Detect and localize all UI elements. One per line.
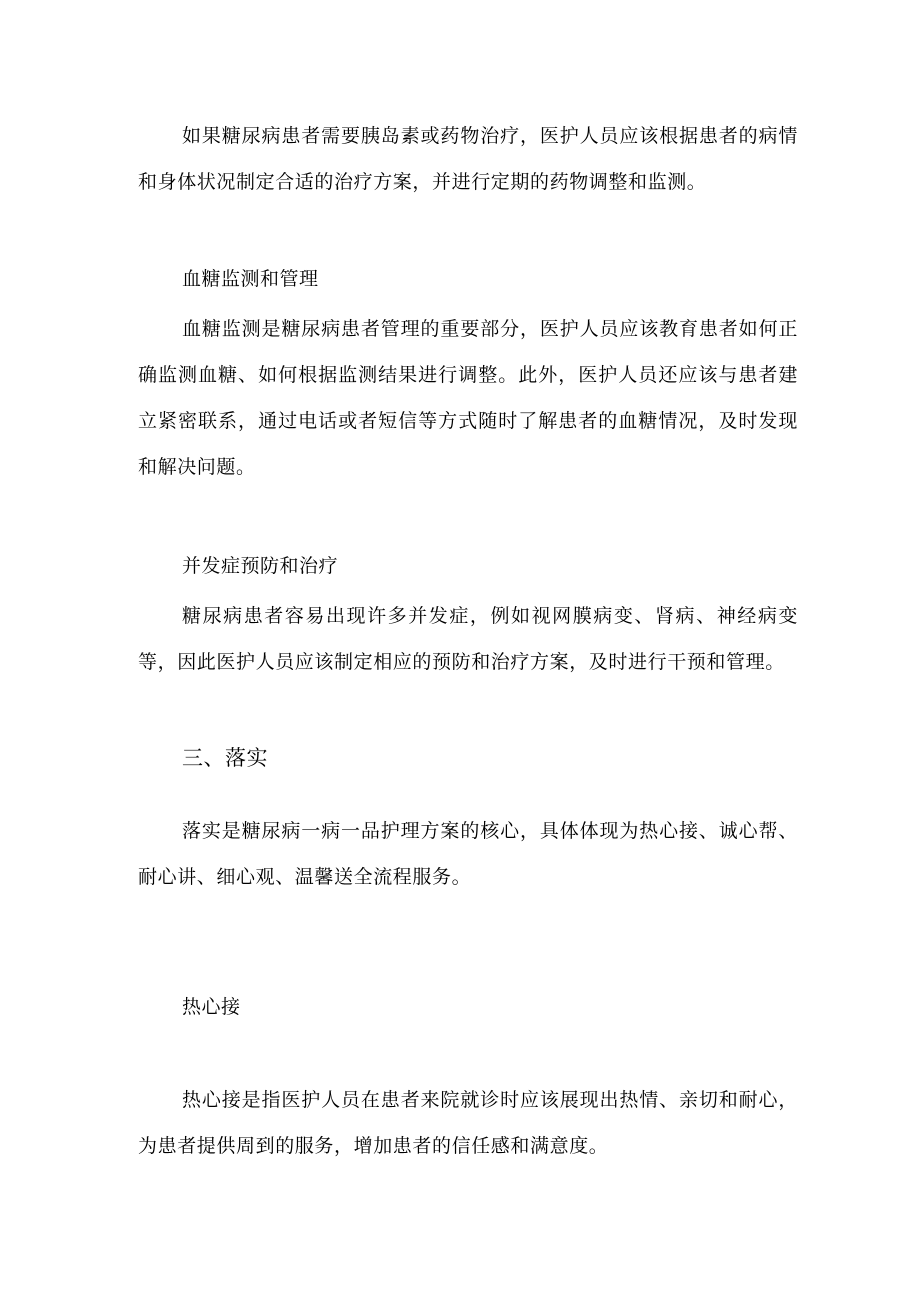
paragraph-warm-reception: 热心接是指医护人员在患者来院就诊时应该展现出热情、亲切和耐心，为患者提供周到的服务，增加患者的信任感和满意度。 (138, 1089, 798, 1157)
heading-blood-sugar-monitoring: 血糖监测和管理 (182, 268, 319, 290)
paragraph-implementation: 落实是糖尿病一病一品护理方案的核心，具体体现为热心接、诚心帮、耐心讲、细心观、温馨送全流程服务。 (138, 820, 798, 888)
heading-warm-reception: 热心接 (182, 996, 241, 1018)
heading-complication-prevention: 并发症预防和治疗 (182, 555, 339, 577)
section-three-title: 三、落实 (182, 746, 268, 770)
paragraph-complication-prevention: 糖尿病患者容易出现许多并发症，例如视网膜病变、肾病、神经病变等，因此医护人员应该制定相应的预防和治疗方案，及时进行干预和管理。 (138, 605, 798, 673)
paragraph-blood-sugar-monitoring: 血糖监测是糖尿病患者管理的重要部分，医护人员应该教育患者如何正确监测血糖、如何根据监测结果进行调整。此外，医护人员还应该与患者建立紧密联系，通过电话或者短信等方式随时了解患者的血糖情况，及时发现和解决问题。 (138, 318, 798, 478)
paragraph-treatment-plan: 如果糖尿病患者需要胰岛素或药物治疗，医护人员应该根据患者的病情和身体状况制定合适的治疗方案，并进行定期的药物调整和监测。 (138, 125, 798, 193)
